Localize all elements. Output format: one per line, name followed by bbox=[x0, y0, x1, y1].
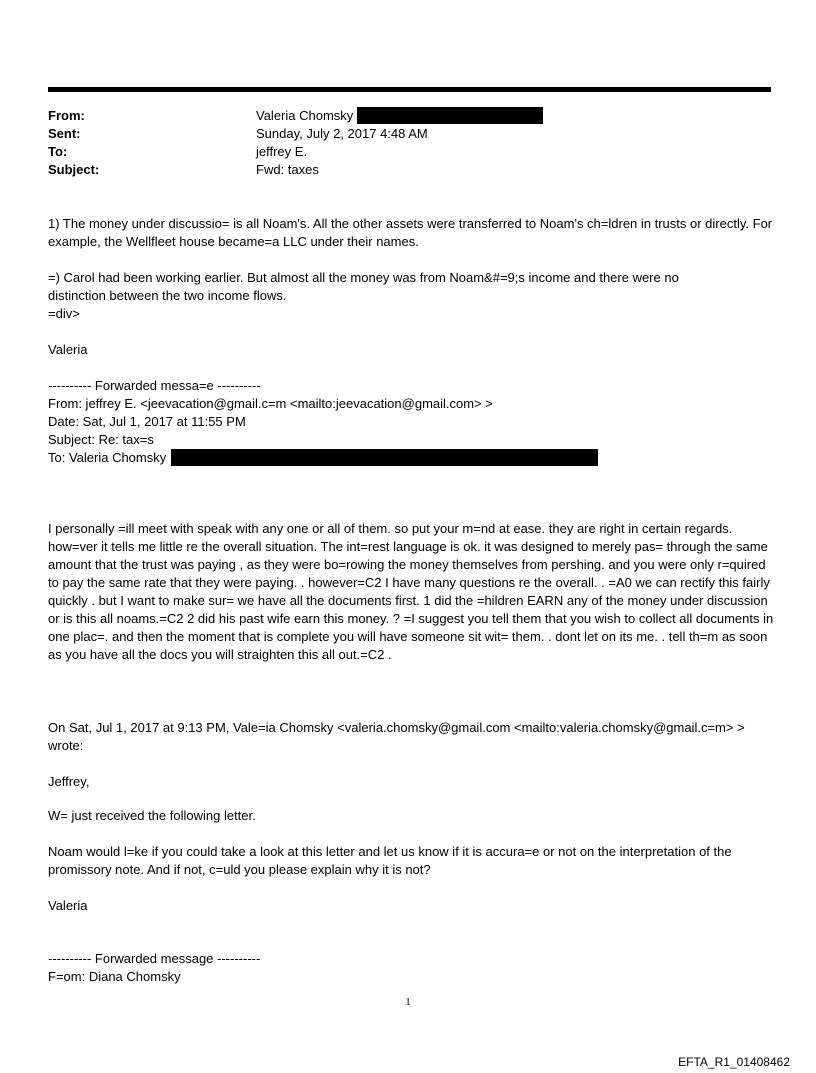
signoff-1: Valeria bbox=[48, 342, 88, 357]
subject-value: Fwd: taxes bbox=[256, 162, 319, 177]
body-paragraph-2-line-2: distinction between the two income flows. bbox=[48, 288, 287, 303]
forward-separator-1: ---------- Forwarded messa=e ---------- bbox=[48, 378, 261, 393]
body-paragraph-5: Noam would l=ke if you could take a look at this letter and let us know if it is accura=e or not on the interpretation of the promissory note. And if not, c=uld you please explain why it is not? bbox=[48, 844, 732, 877]
body-paragraph-2-line-1: =) Carol had been working earlier. But almost all the money was from Noam&#=9;s income and there were no bbox=[48, 270, 679, 285]
body-paragraph-4: W= just received the following letter. bbox=[48, 808, 256, 823]
to-label: To: bbox=[48, 144, 68, 159]
page-number: 1 bbox=[405, 996, 411, 1008]
from-value: Valeria Chomsky bbox=[256, 108, 354, 123]
quote-header-line-1: On Sat, Jul 1, 2017 at 9:13 PM, Vale=ia Chomsky <valeria.chomsky@gmail.com <mailto:valeria.chomsky@gmail.c=m> > bbox=[48, 720, 745, 735]
to-value: jeffrey E. bbox=[256, 144, 308, 159]
header-rule bbox=[48, 87, 771, 92]
greeting: Jeffrey, bbox=[48, 774, 90, 789]
from-label: From: bbox=[48, 108, 85, 123]
forward-subject-1: Subject: Re: tax=s bbox=[48, 432, 154, 447]
forward-to-1: To: Valeria Chomsky bbox=[48, 450, 167, 465]
sent-value: Sunday, July 2, 2017 4:48 AM bbox=[256, 126, 428, 141]
forward-from-2: F=om: Diana Chomsky bbox=[48, 969, 181, 984]
quote-header-line-2: wrote: bbox=[48, 738, 84, 753]
redaction-bar-from bbox=[357, 107, 543, 124]
body-paragraph-1: 1) The money under discussio= is all Noam's. All the other assets were transferred to Noam's ch=ldren in trusts or directly. For example, the Wellfleet house became=a LLC under their names. bbox=[48, 216, 773, 249]
forward-separator-2: ---------- Forwarded message ---------- bbox=[48, 951, 261, 966]
forward-from-1: From: jeffrey E. <jeevacation@gmail.c=m <mailto:jeevacation@gmail.com> > bbox=[48, 396, 493, 411]
body-paragraph-2-line-3: =div> bbox=[48, 306, 80, 321]
redaction-bar-to bbox=[171, 449, 598, 466]
body-paragraph-3: I personally =ill meet with speak with any one or all of them. so put your m=nd at ease. they are right in certain regards. how=ver it tells me little re the overall situation. The int=rest language is ok. it was designed to merely pas= through the same amount that the trust was paying , as they were bo=rowing the money themselves from pershing. and you were only r=quired to pay the same rate that they were paying. . however=C2 I have many questions re the overall. . =A0 we can rectify this fairly quickly . but I want to make sur= we have all the documents first. 1 did the =hildren EARN any of the money under discussion or is this all noams.=C2 2 did his past wife earn this money. ? =I suggest you tell them that you wish to collect all documents in one plac=. and then the moment that is complete you will have someone sit wit= them. . dont let on its me. . tell th=m as soon as you have all the docs you will straighten this all out.=C2 . bbox=[48, 521, 774, 662]
subject-label: Subject: bbox=[48, 162, 100, 177]
signoff-2: Valeria bbox=[48, 898, 88, 913]
sent-label: Sent: bbox=[48, 126, 81, 141]
forward-date-1: Date: Sat, Jul 1, 2017 at 11:55 PM bbox=[48, 414, 246, 429]
document-id: EFTA_R1_01408462 bbox=[678, 1055, 790, 1069]
